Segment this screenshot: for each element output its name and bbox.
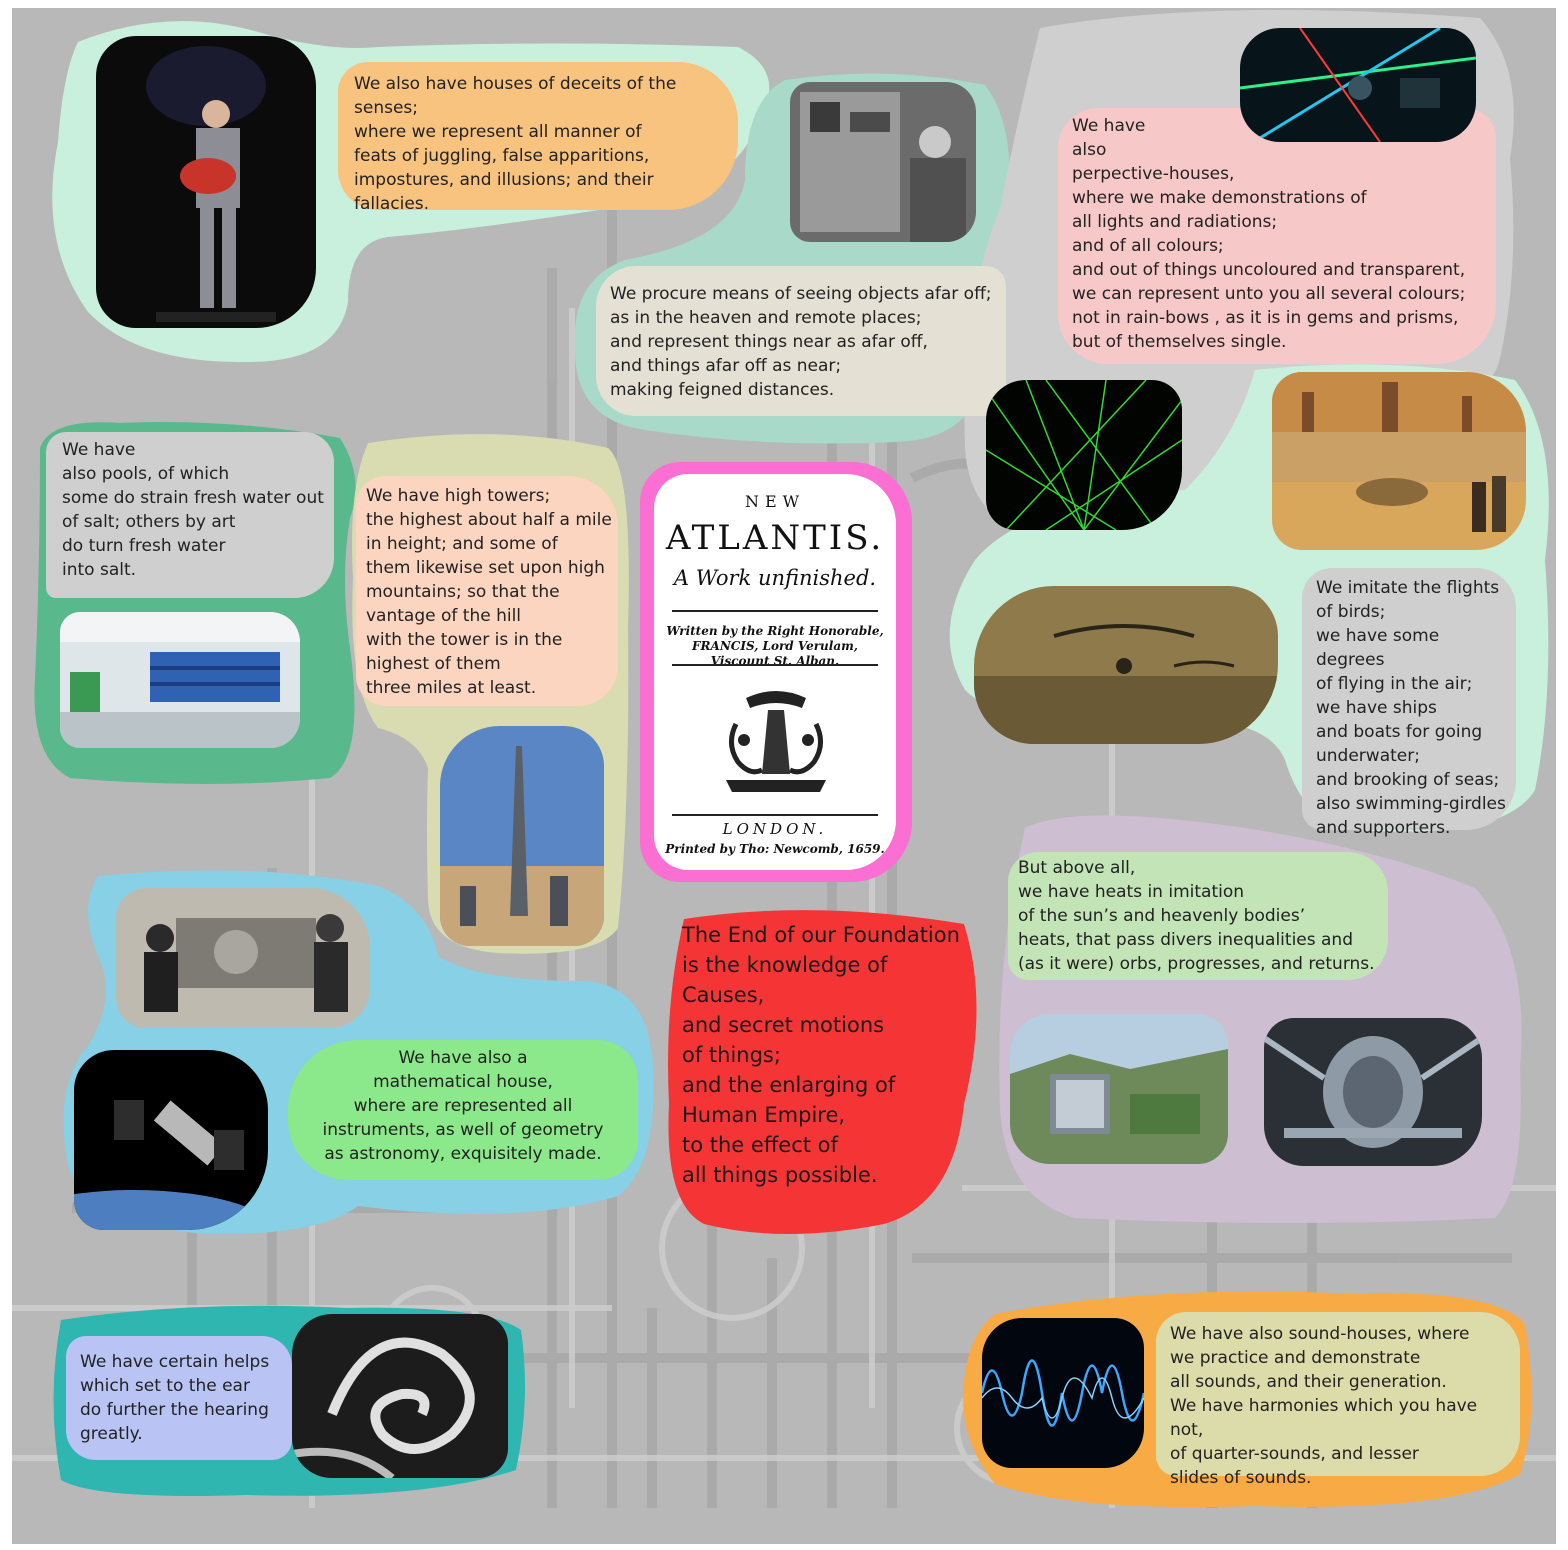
- panel-flights: We imitate the flights of birds; we have some degrees of flying in the air; we have ships and boats for going underwater; and brooking of seas; also swimming-girdles and supporters.: [1302, 568, 1516, 830]
- microlight-photo: [974, 586, 1278, 744]
- panel-heats: But above all, we have heats in imitation of the sun’s and heavenly bodies’ heats, that pass divers inequalities and (as it were) orbs, progresses, and returns.: [1008, 852, 1388, 980]
- title-new: NEW: [744, 492, 806, 511]
- solar-furnace-photo: [1010, 1014, 1228, 1164]
- title-rule-bottom: [672, 814, 878, 816]
- printer-emblem-icon: [716, 684, 836, 796]
- title-printed: Printed by Tho: Newcomb, 1659.: [665, 842, 885, 856]
- panel-pools: We have also pools, of which some do strain fresh water out of salt; others by art do turn fresh water into salt.: [46, 432, 334, 598]
- title-page-frame: [640, 462, 912, 882]
- space-telescope-photo: [74, 1050, 268, 1230]
- title-rule-top: [672, 610, 878, 612]
- panel-perspective: We have also perpective-houses, where we make demonstrations of all lights and radiations; and of all colours; and out of things uncoloured and transparent, we can represent unto you all several colours; not in rain-bows , as it is in gems and prisms, but of themselves single.: [1058, 108, 1496, 364]
- panel-mathematical: We have also a mathematical house, where are represented all instruments, as well of geometry as astronomy, exquisitely made.: [288, 1040, 638, 1180]
- mechanical-device-photo: [116, 888, 370, 1028]
- fusion-reactor-photo: [1264, 1018, 1482, 1166]
- panel-sound: We have also sound-houses, where we practice and demonstrate all sounds, and their generation. We have harmonies which you have not, of quarter-sounds, and lesser slides of sounds.: [1156, 1312, 1520, 1476]
- panel-foundation: The End of our Foundation is the knowledge of Causes, and secret motions of things; and the enlarging of Human Empire, to the effect of all things possible.: [682, 923, 960, 1187]
- ear-cochlea-photo: [292, 1314, 508, 1478]
- old-city-painting: [1272, 372, 1526, 550]
- title-rule-mid: [672, 664, 878, 666]
- title-page: [654, 474, 896, 870]
- sound-wave-photo: [982, 1318, 1144, 1468]
- title-atlantis: ATLANTIS.: [665, 518, 885, 558]
- desalination-plant-photo: [60, 612, 300, 748]
- laser-beams-photo: [986, 380, 1182, 530]
- skyscraper-photo: [440, 726, 604, 946]
- panel-seeing: We procure means of seeing objects afar off; as in the heaven and remote places; and represent things near as afar off, and things afar off as near; making feigned distances.: [596, 266, 1006, 416]
- panel-deceits: We also have houses of deceits of the senses; where we represent all manner of feats of juggling, false apparitions, impostures, and illusions; and their fallacies.: [338, 62, 738, 210]
- panel-hearing: We have certain helps which set to the ear do further the hearing greatly.: [66, 1336, 292, 1460]
- optical-lab-photo: [1240, 28, 1476, 142]
- workshop-photo: [790, 82, 976, 242]
- title-place: LONDON.: [722, 820, 828, 838]
- title-subtitle: A Work unfinished.: [673, 566, 877, 590]
- hologram-singer-photo: [96, 36, 316, 328]
- panel-towers: We have high towers; the highest about half a mile in height; and some of them likewise set upon high mountains; so that the vantage of the hill with the tower is in the highest of them three miles at least.: [356, 476, 618, 706]
- title-written-by: Written by the Right Honorable, FRANCIS, Lord Verulam, Viscount St. Alban.: [666, 624, 884, 668]
